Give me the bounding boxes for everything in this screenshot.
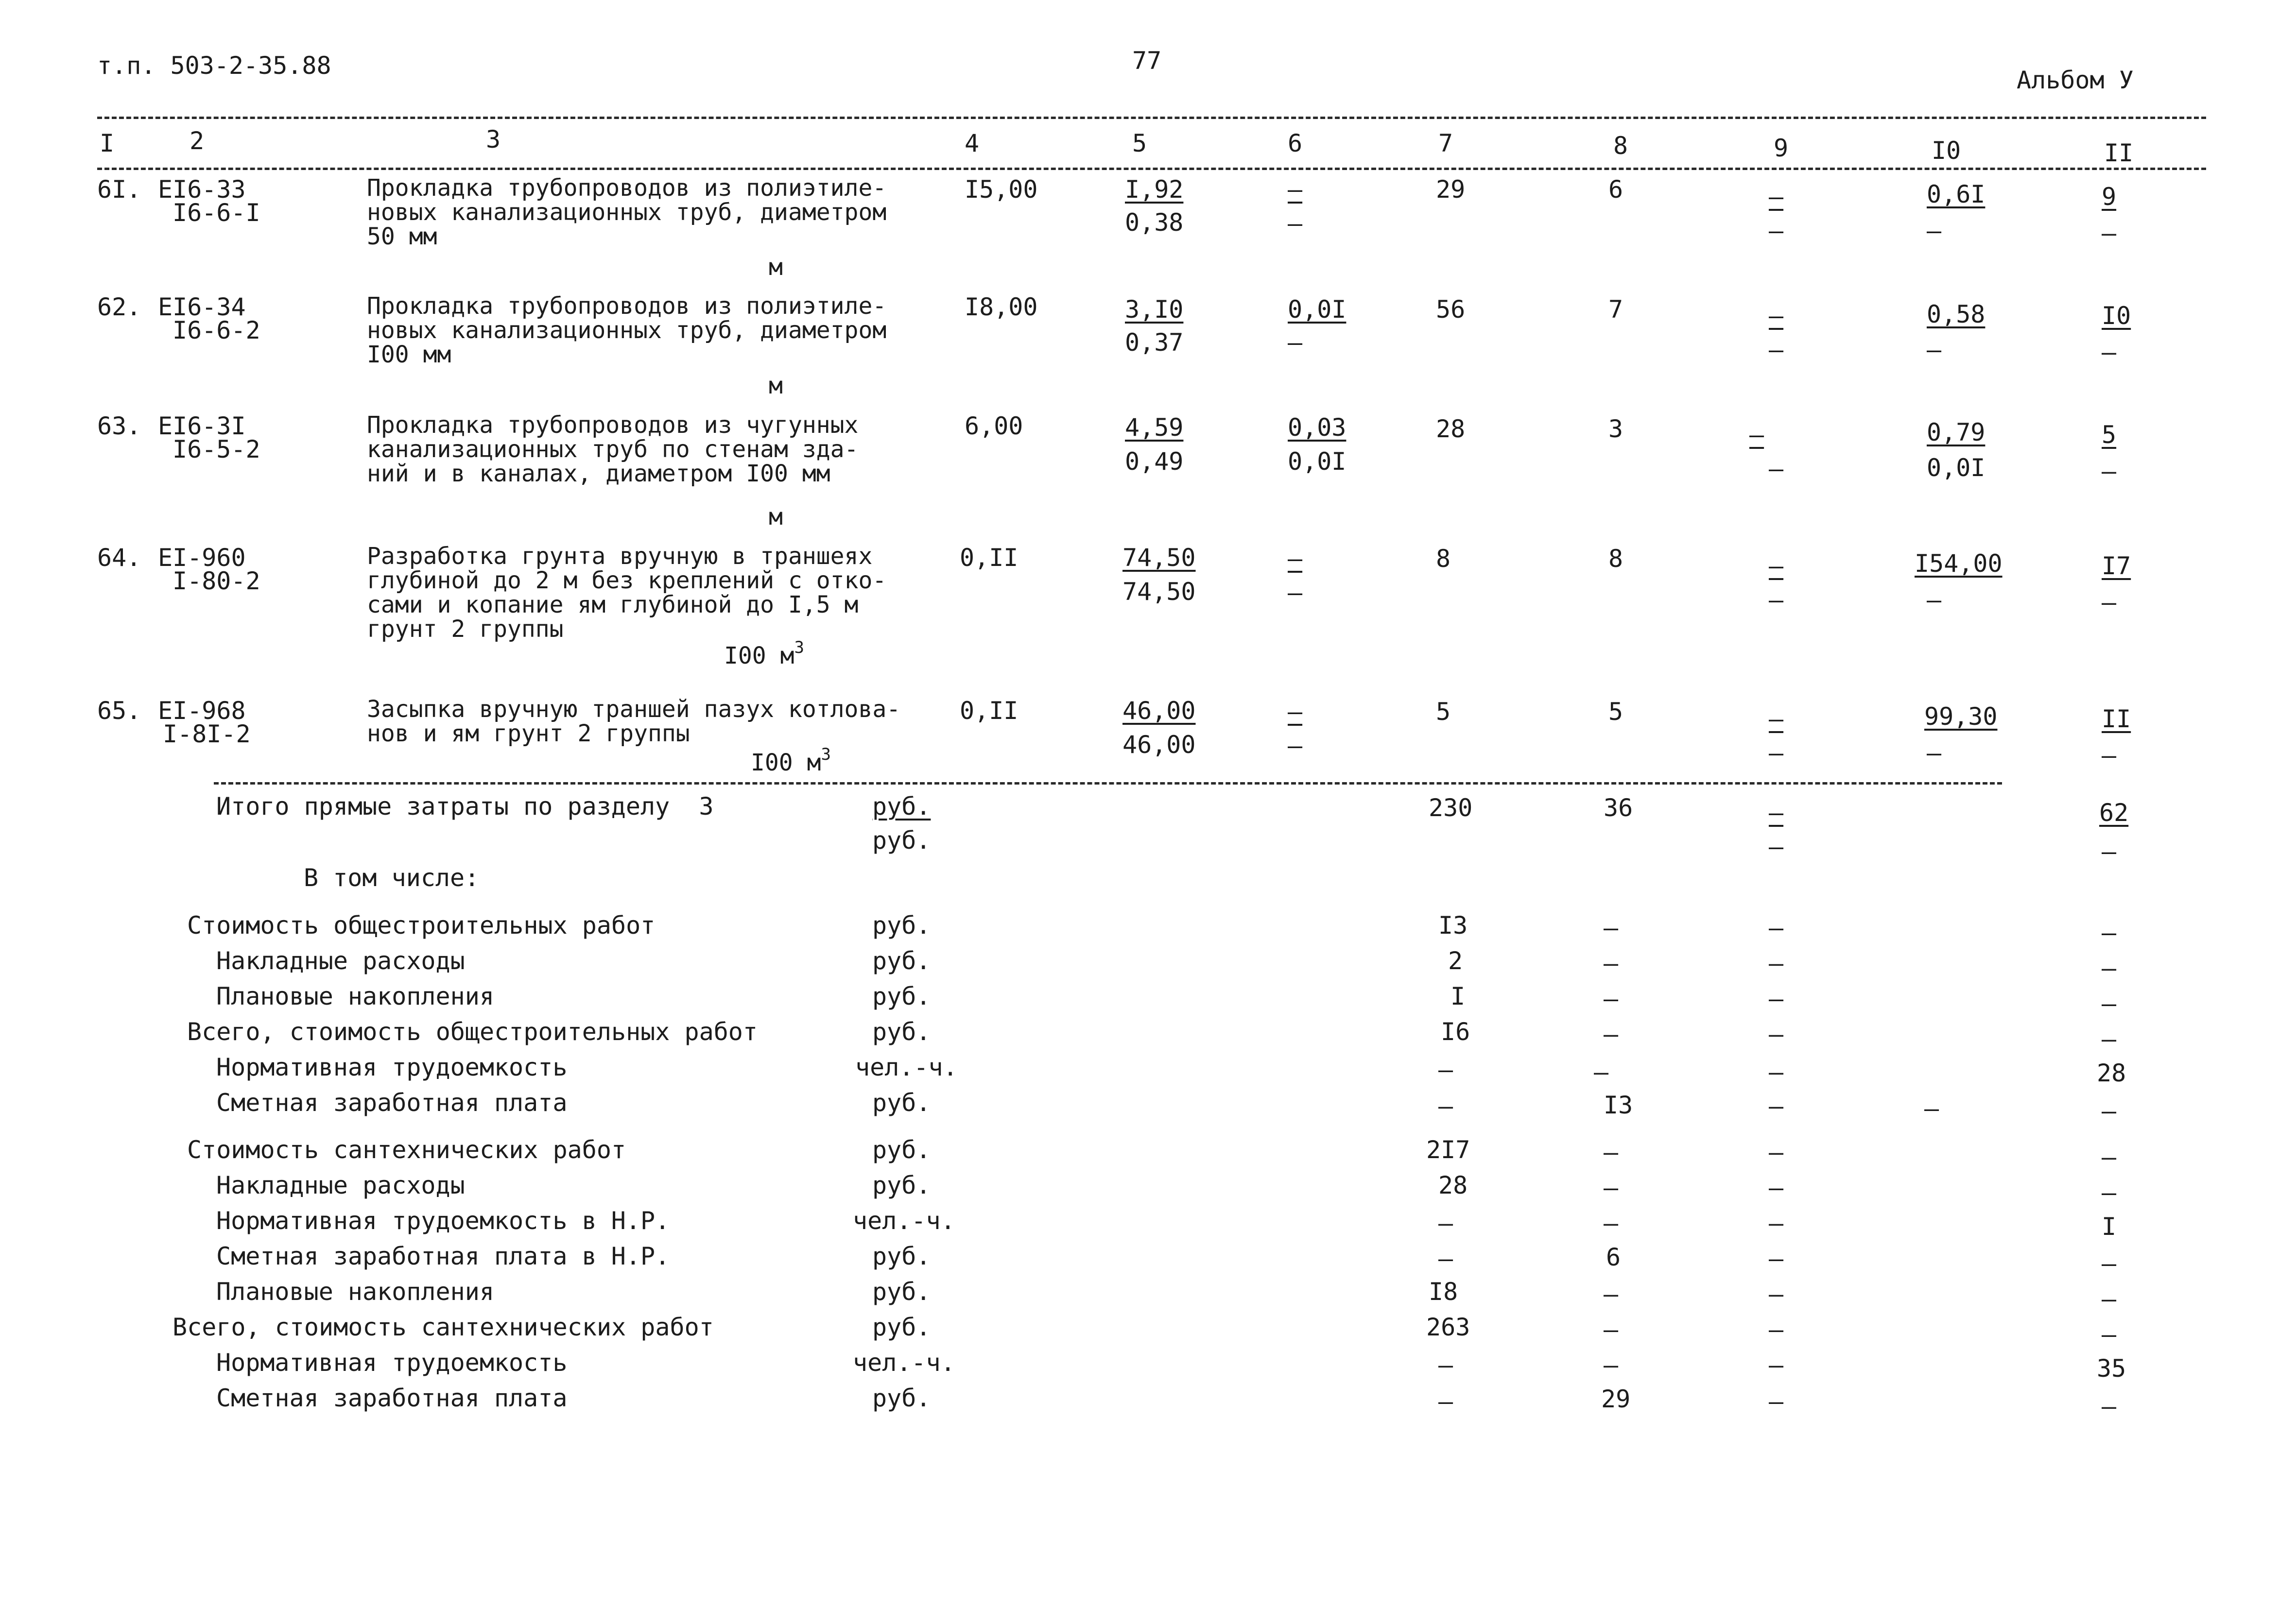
col-header-4: 4 <box>965 129 980 157</box>
summary-col9: – <box>1769 1020 1784 1048</box>
col9-sub: – <box>1769 217 1784 245</box>
summary-label: Всего, стоимость сантехнических работ <box>173 1313 714 1341</box>
unit-of-measure: м <box>769 372 783 399</box>
summary-col8: – <box>1604 1174 1619 1202</box>
unit-cost-wages: 74,50 <box>1122 578 1196 606</box>
row-number: 64. <box>97 544 141 572</box>
total-unit-secondary: руб. <box>872 826 931 855</box>
col10-sub: – <box>1927 586 1942 614</box>
summary-col11: – <box>2102 1143 2117 1171</box>
summary-label: Стоимость общестроительных работ <box>187 911 656 940</box>
summary-label: Сметная заработная плата в Н.Р. <box>216 1242 670 1270</box>
rate-code: EI6-34 <box>158 293 246 321</box>
col7-value: 8 <box>1436 545 1451 573</box>
summary-col8: – <box>1604 1280 1619 1308</box>
col10-value: 99,30 <box>1924 702 1998 731</box>
col11-sub: – <box>2102 741 2117 769</box>
quantity: 0,II <box>960 544 1019 572</box>
summary-col7: – <box>1438 1209 1453 1237</box>
summary-col9: – <box>1769 949 1784 977</box>
unit-of-measure: I00 $м^3$ <box>724 638 804 669</box>
quantity: 0,II <box>960 697 1019 725</box>
summary-col9: – <box>1769 1138 1784 1166</box>
summary-label: Нормативная трудоемкость <box>216 1349 568 1377</box>
summary-col9: – <box>1769 1387 1784 1416</box>
rate-code: EI6-33 <box>158 175 246 204</box>
summary-col9: – <box>1769 1058 1784 1086</box>
summary-col7: 2I7 <box>1426 1136 1470 1164</box>
unit-of-measure: м <box>769 254 783 281</box>
row-number: 65. <box>97 697 141 725</box>
summary-col7: I3 <box>1438 911 1468 940</box>
summary-col11: – <box>2102 1025 2117 1053</box>
col9-sub: – <box>1769 336 1784 364</box>
album-label: Альбом У <box>2017 66 2134 94</box>
summary-col7: 263 <box>1426 1313 1470 1341</box>
summary-col11: – <box>2102 1320 2117 1349</box>
unit-cost-wages: 0,38 <box>1125 208 1184 237</box>
col11-value: 9 <box>2102 183 2117 211</box>
col9-value: – <box>1769 705 1784 733</box>
col-header-7: 7 <box>1438 129 1453 157</box>
summary-col7: I6 <box>1441 1018 1470 1046</box>
row-number: 6I. <box>97 175 141 204</box>
summary-col7: I8 <box>1429 1278 1458 1306</box>
total-col11-sub: – <box>2102 838 2117 866</box>
summary-col9: – <box>1769 1245 1784 1273</box>
summary-col9: – <box>1769 1092 1784 1120</box>
summary-col9: – <box>1769 1209 1784 1237</box>
summary-col9: – <box>1769 1316 1784 1344</box>
total-col9-sub: – <box>1769 833 1784 861</box>
col8-value: 5 <box>1608 698 1623 726</box>
summary-unit: чел.-ч. <box>853 1207 955 1235</box>
header-bottom-rule <box>97 168 2206 170</box>
col11-value: I0 <box>2102 302 2131 330</box>
summary-col8: – <box>1604 1316 1619 1344</box>
unit-cost-total: 74,50 <box>1122 544 1196 572</box>
summary-col11: – <box>2102 990 2117 1018</box>
rate-code-secondary: I6-5-2 <box>173 435 260 463</box>
summary-label: Стоимость сантехнических работ <box>187 1136 626 1164</box>
summary-label: Сметная заработная плата <box>216 1089 568 1117</box>
summary-col8: – <box>1604 1351 1619 1379</box>
col6-sub: – <box>1288 732 1303 760</box>
col10-sub: – <box>1927 336 1942 364</box>
summary-col11: – <box>2102 1249 2117 1278</box>
col11-sub: – <box>2102 338 2117 366</box>
summary-unit: руб. <box>872 1018 931 1046</box>
col9-sub: – <box>1769 586 1784 614</box>
work-description: Прокладка трубопроводов из полиэтиле- новых канализационных труб, диаметром I00 мм <box>367 292 887 368</box>
col9-sub: – <box>1769 739 1784 767</box>
summary-col9: – <box>1769 1351 1784 1379</box>
summary-unit: руб. <box>872 1136 931 1164</box>
total-col11: 62 <box>2099 799 2129 827</box>
summary-label: Плановые накопления <box>216 1278 494 1306</box>
col-header-6: 6 <box>1288 129 1303 157</box>
col9-value: – <box>1749 421 1764 449</box>
summary-col8: – <box>1604 914 1619 942</box>
col9-value: – <box>1769 183 1784 211</box>
summary-col11: 28 <box>2097 1059 2126 1087</box>
summary-col10: – <box>1924 1094 1939 1123</box>
summary-unit: руб. <box>872 1313 931 1341</box>
col6-value: – <box>1288 175 1303 204</box>
work-description: Прокладка трубопроводов из чугунных канализационных труб по стенам зда- ний и в каналах, диаметром I00 мм <box>367 411 859 487</box>
summary-label: Накладные расходы <box>216 947 465 975</box>
summary-col7: – <box>1438 1092 1453 1120</box>
rate-code-secondary: I6-6-2 <box>173 316 260 344</box>
summary-unit: руб. <box>872 1384 931 1412</box>
summary-col8: I3 <box>1604 1091 1633 1119</box>
unit-cost-wages: 0,37 <box>1125 328 1184 357</box>
total-col8: 36 <box>1604 794 1633 822</box>
summary-col8: – <box>1604 985 1619 1013</box>
summary-unit: руб. <box>872 911 931 940</box>
work-description: Засыпка вручную траншей пазух котлова- нов и ям грунт 2 группы <box>367 696 901 747</box>
summary-col11: – <box>2102 1097 2117 1125</box>
total-unit: руб. <box>872 792 931 821</box>
summary-col11: I <box>2102 1213 2117 1241</box>
summary-col11: – <box>2102 1285 2117 1313</box>
col6-value: – <box>1288 698 1303 726</box>
summary-col11: – <box>2102 1179 2117 1207</box>
col11-sub: – <box>2102 588 2117 616</box>
summary-col7: – <box>1438 1245 1453 1273</box>
col-header-1: I <box>100 129 115 157</box>
summary-col8: 6 <box>1606 1243 1621 1271</box>
summary-label: Накладные расходы <box>216 1171 465 1199</box>
summary-label: Сметная заработная плата <box>216 1384 568 1412</box>
quantity: I5,00 <box>965 175 1038 204</box>
summary-col8: – <box>1604 1209 1619 1237</box>
summary-col11: – <box>2102 1392 2117 1420</box>
unit-cost-total: 46,00 <box>1122 697 1196 725</box>
col-header-11: II <box>2104 139 2134 167</box>
col8-value: 6 <box>1608 175 1623 204</box>
summary-col7: – <box>1438 1056 1453 1084</box>
col10-value: 0,6I <box>1927 180 1985 208</box>
col-header-2: 2 <box>190 127 205 155</box>
summary-col11: – <box>2102 954 2117 982</box>
col9-sub: – <box>1769 455 1784 483</box>
summary-label: Нормативная трудоемкость <box>216 1053 568 1081</box>
col7-value: 29 <box>1436 175 1466 204</box>
col11-value: I7 <box>2102 552 2131 580</box>
rate-code-secondary: I-8I-2 <box>163 720 251 748</box>
summary-col7: 28 <box>1438 1171 1468 1199</box>
col11-sub: – <box>2102 219 2117 247</box>
col10-value: 0,58 <box>1927 300 1985 328</box>
rate-code: EI-960 <box>158 544 246 572</box>
summary-unit: чел.-ч. <box>853 1349 955 1377</box>
summary-col9: – <box>1769 1280 1784 1308</box>
summary-col9: – <box>1769 1174 1784 1202</box>
col10-value: 0,79 <box>1927 418 1985 446</box>
col11-value: II <box>2102 705 2131 733</box>
summary-unit: руб. <box>872 1171 931 1199</box>
table-top-rule <box>97 117 2206 119</box>
col6-value: – <box>1288 545 1303 573</box>
col11-value: 5 <box>2102 421 2117 449</box>
unit-of-measure: м <box>769 503 783 530</box>
summary-unit: руб. <box>872 947 931 975</box>
col8-value: 3 <box>1608 415 1623 443</box>
summary-col9: – <box>1769 985 1784 1013</box>
col-header-5: 5 <box>1132 129 1147 157</box>
summary-col7: 2 <box>1448 947 1463 975</box>
col11-sub: – <box>2102 457 2117 485</box>
rate-code-secondary: I6-6-I <box>173 199 260 227</box>
unit-of-measure: I00 $м^3$ <box>751 745 831 776</box>
summary-col8: – <box>1604 1020 1619 1048</box>
rate-code: EI-968 <box>158 697 246 725</box>
col10-sub: – <box>1927 217 1942 245</box>
summary-col11: – <box>2102 919 2117 947</box>
col6-sub: – <box>1288 209 1303 238</box>
col7-value: 28 <box>1436 415 1466 443</box>
col10-sub: 0,0I <box>1927 454 1985 482</box>
including-label: В том числе: <box>304 864 480 892</box>
summary-col7: I <box>1450 982 1466 1010</box>
rate-code-secondary: I-80-2 <box>173 567 260 595</box>
col6-sub: – <box>1288 328 1303 357</box>
work-description: Прокладка трубопроводов из полиэтиле- новых канализационных труб, диаметром 50 мм <box>367 174 887 250</box>
row-number: 63. <box>97 412 141 440</box>
col6-sub: – <box>1288 579 1303 607</box>
summary-label: Всего, стоимость общестроительных работ <box>187 1018 758 1046</box>
col7-value: 5 <box>1436 698 1451 726</box>
unit-cost-total: I,92 <box>1125 175 1184 204</box>
col-header-8: 8 <box>1613 132 1628 160</box>
row-number: 62. <box>97 293 141 321</box>
col-header-10: I0 <box>1932 137 1961 165</box>
col8-value: 8 <box>1608 545 1623 573</box>
summary-col7: – <box>1438 1387 1453 1416</box>
summary-col8: 29 <box>1601 1385 1631 1413</box>
summary-col8: – <box>1604 949 1619 977</box>
summary-label: Плановые накопления <box>216 982 494 1010</box>
summary-col7: – <box>1438 1351 1453 1379</box>
col6-sub: 0,0I <box>1288 447 1347 476</box>
summary-unit: руб. <box>872 1278 931 1306</box>
col7-value: 56 <box>1436 295 1466 324</box>
unit-cost-wages: 46,00 <box>1122 731 1196 759</box>
work-description: Разработка грунта вручную в траншеях глубиной до 2 м без креплений с отко- сами и копание ям глубиной до I,5 м грунт 2 группы <box>367 543 887 643</box>
total-col7: 230 <box>1429 794 1473 822</box>
quantity: 6,00 <box>965 412 1023 440</box>
summary-col8: – <box>1594 1058 1609 1086</box>
section-divider <box>214 782 2002 785</box>
col-header-3: 3 <box>486 125 501 154</box>
col9-value: – <box>1769 552 1784 580</box>
document-code: т.п. 503-2-35.88 <box>97 51 331 80</box>
page-number: 77 <box>1132 47 1162 75</box>
col6-value: 0,03 <box>1288 413 1347 442</box>
summary-unit: чел.-ч. <box>855 1053 958 1081</box>
summary-col11: 35 <box>2097 1354 2126 1383</box>
col10-sub: – <box>1927 739 1942 767</box>
col-header-9: 9 <box>1774 134 1789 162</box>
total-label: Итого прямые затраты по разделу 3 <box>216 792 714 821</box>
col6-value: 0,0I <box>1288 295 1347 324</box>
summary-col9: – <box>1769 914 1784 942</box>
col9-value: – <box>1769 302 1784 330</box>
quantity: I8,00 <box>965 293 1038 321</box>
total-col9: – <box>1769 799 1784 827</box>
unit-cost-total: 3,I0 <box>1125 295 1184 324</box>
summary-label: Нормативная трудоемкость в Н.Р. <box>216 1207 670 1235</box>
rate-code: EI6-3I <box>158 412 246 440</box>
summary-unit: руб. <box>872 1089 931 1117</box>
summary-col8: – <box>1604 1138 1619 1166</box>
unit-cost-wages: 0,49 <box>1125 447 1184 476</box>
col8-value: 7 <box>1608 295 1623 324</box>
col10-value: I54,00 <box>1915 549 2003 578</box>
unit-cost-total: 4,59 <box>1125 413 1184 442</box>
summary-unit: руб. <box>872 982 931 1010</box>
summary-unit: руб. <box>872 1242 931 1270</box>
